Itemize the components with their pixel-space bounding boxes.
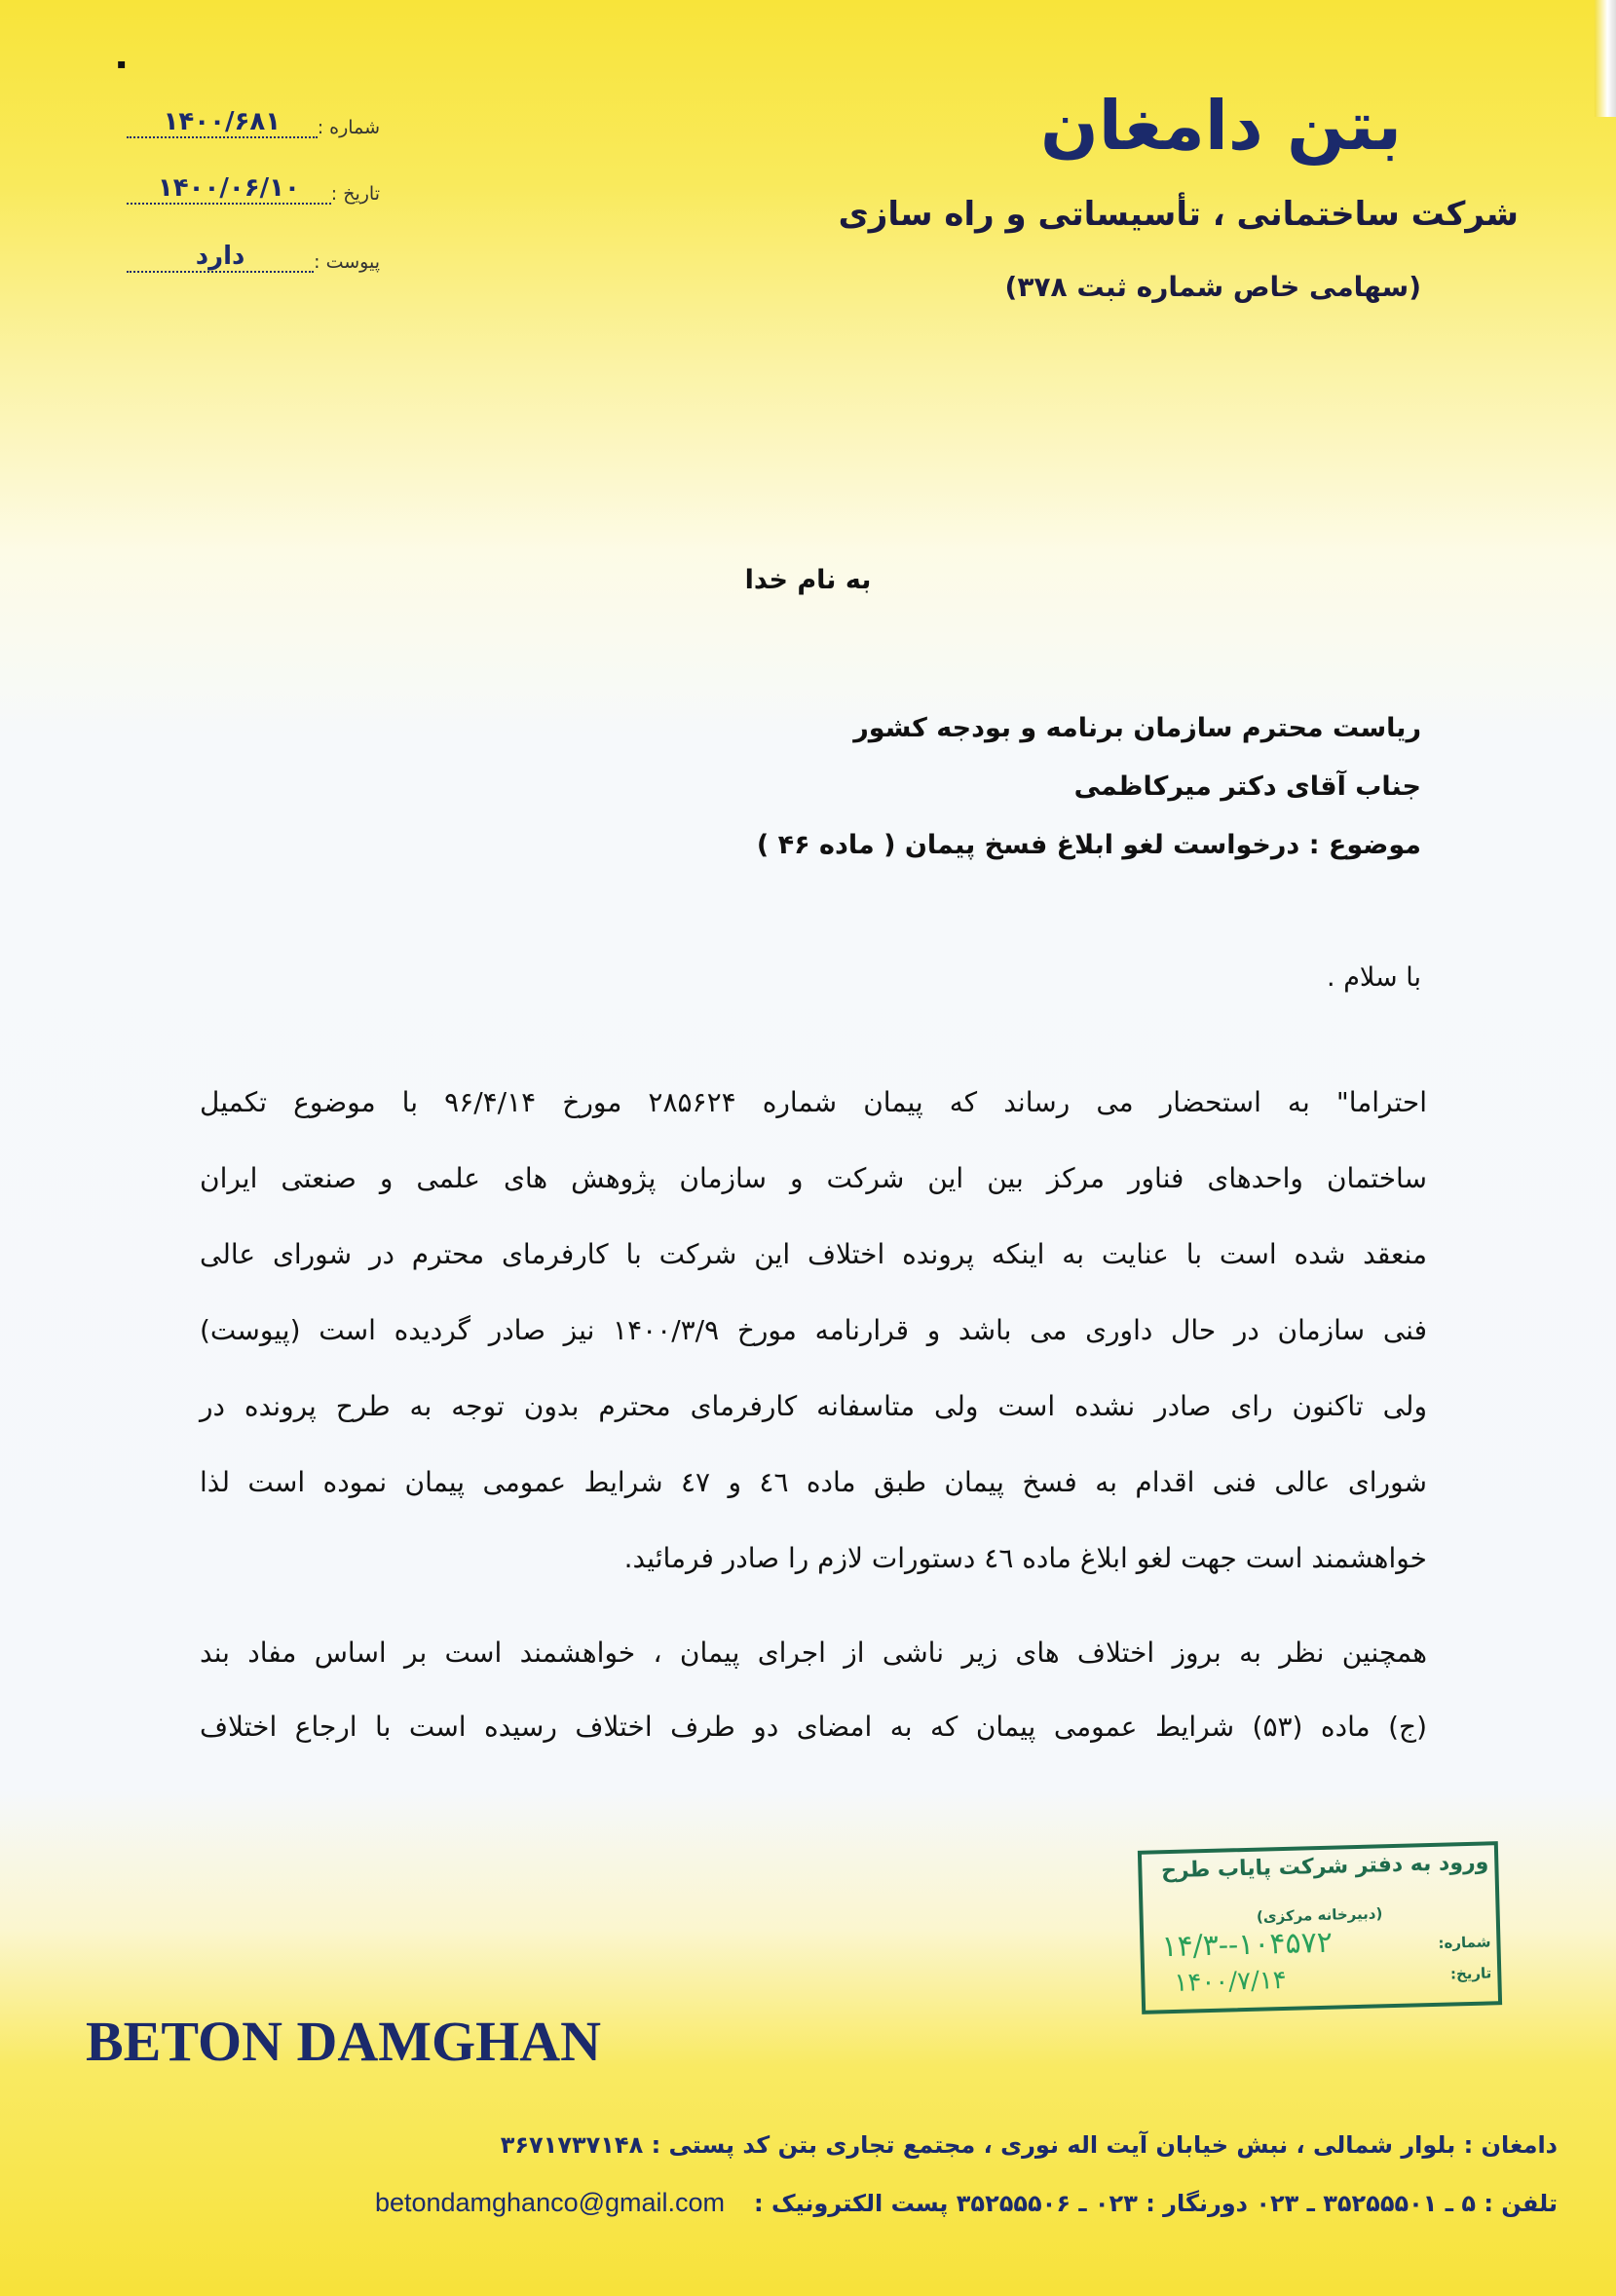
stamp-number-label: شماره: [1438, 1933, 1491, 1952]
field-value: دارد [127, 242, 314, 273]
greeting: با سلام . [1327, 962, 1421, 993]
stamp-date-label: تاریخ: [1449, 1964, 1492, 1983]
field-label: تاریخ : [330, 183, 380, 205]
company-logo: بتن دامغان [1039, 86, 1402, 166]
registration-number: (سهامی خاص شماره ثبت ۳۷۸) [1004, 271, 1421, 303]
body-line: منعقد شده است با عنایت به اینکه پرونده اختلاف این شرکت با کارفرمای محترم در شورای عالی [200, 1238, 1427, 1270]
field-value: ۱۴۰۰/۰۶/۱۰ [127, 173, 331, 205]
recipient-line: جناب آقای دکتر میرکاظمی [1073, 772, 1421, 802]
body-line: ولی تاکنون رای صادر نشده است ولی متاسفانه کارفرمای محترم بدون توجه به طرح پرونده در [200, 1390, 1427, 1422]
received-stamp [1138, 1841, 1502, 2014]
footer-address: دامغان : بلوار شمالی ، نبش خیابان آیت اله نوری ، مجتمع تجاری بتن کد پستی : ۳۶۷۱۷۳۷۱۴۸ [500, 2131, 1558, 2159]
body-line: شورای عالی فنی اقدام به فسخ پیمان طبق ماده ٤٦ و ٤٧ شرایط عمومی پیمان نموده است لذا [200, 1466, 1427, 1498]
stamp-date-value: ۱۴۰۰/۷/۱۴ [1174, 1965, 1288, 1998]
letter-date-field [117, 173, 380, 205]
footer-email[interactable]: betondamghanco@gmail.com [374, 2188, 726, 2217]
english-company-name: BETON DAMGHAN [86, 2010, 602, 2073]
body-line: همچنین نظر به بروز اختلاف های زیر ناشی از اجرای پیمان ، خواهشمند است بر اساس مفاد بند [200, 1637, 1427, 1669]
subject-line: موضوع : درخواست لغو ابلاغ فسخ پیمان ( ماده ۴۶ ) [756, 830, 1421, 860]
field-label: شماره : [317, 117, 380, 138]
footer-contact [375, 2188, 1558, 2218]
stamp-title: ورود به دفتر شرکت پایاب طرح [1160, 1850, 1489, 1884]
stamp-subtitle: (دبیرخانه مرکزی) [1256, 1904, 1383, 1926]
scan-mark: ▪ [117, 56, 127, 72]
field-value: ۱۴۰۰/۶۸۱ [127, 107, 318, 138]
page-edge [1595, 0, 1616, 117]
field-label: پیوست : [314, 251, 380, 273]
footer-phone: تلفن : ۵ ـ ۳۵۲۵۵۵۰۱ ـ ۰۲۳ دورنگار : ۰۲۳ ـ ۳۵۲۵۵۵۰۶ پست الکترونیک : [754, 2189, 1558, 2217]
stamp-number-value: ۱۴/۳--۱۰۴۵۷۲ [1161, 1925, 1334, 1965]
company-type: شرکت ساختمانی ، تأسیساتی و راه سازی [838, 195, 1519, 234]
body-line: خواهشمند است جهت لغو ابلاغ ماده ٤٦ دستورات لازم را صادر فرمائید. [623, 1542, 1427, 1574]
body-line: فنی سازمان در حال داوری می باشد و قرارنامه مورخ ۱۴۰۰/۳/۹ نیز صادر گردیده است (پیوست) [200, 1314, 1427, 1346]
body-line: (ج) ماده (۵۳) شرایط عمومی پیمان که به امضای دو طرف اختلاف رسیده است با ارجاع اختلاف [200, 1711, 1427, 1743]
body-line: احتراما" به استحضار می رساند که پیمان شماره ۲۸۵۶۲۴ مورخ ۹۶/۴/۱۴ با موضوع تکمیل [200, 1086, 1427, 1118]
recipient-line: ریاست محترم سازمان برنامه و بودجه کشور [853, 713, 1421, 743]
body-line: ساختمان واحدهای فناور مرکز بین این شرکت و سازمان پژوهش های علمی و صنعتی ایران [200, 1162, 1427, 1194]
invocation: به نام خدا [744, 565, 872, 595]
attachment-field [117, 242, 380, 273]
letter-number-field [117, 107, 380, 138]
